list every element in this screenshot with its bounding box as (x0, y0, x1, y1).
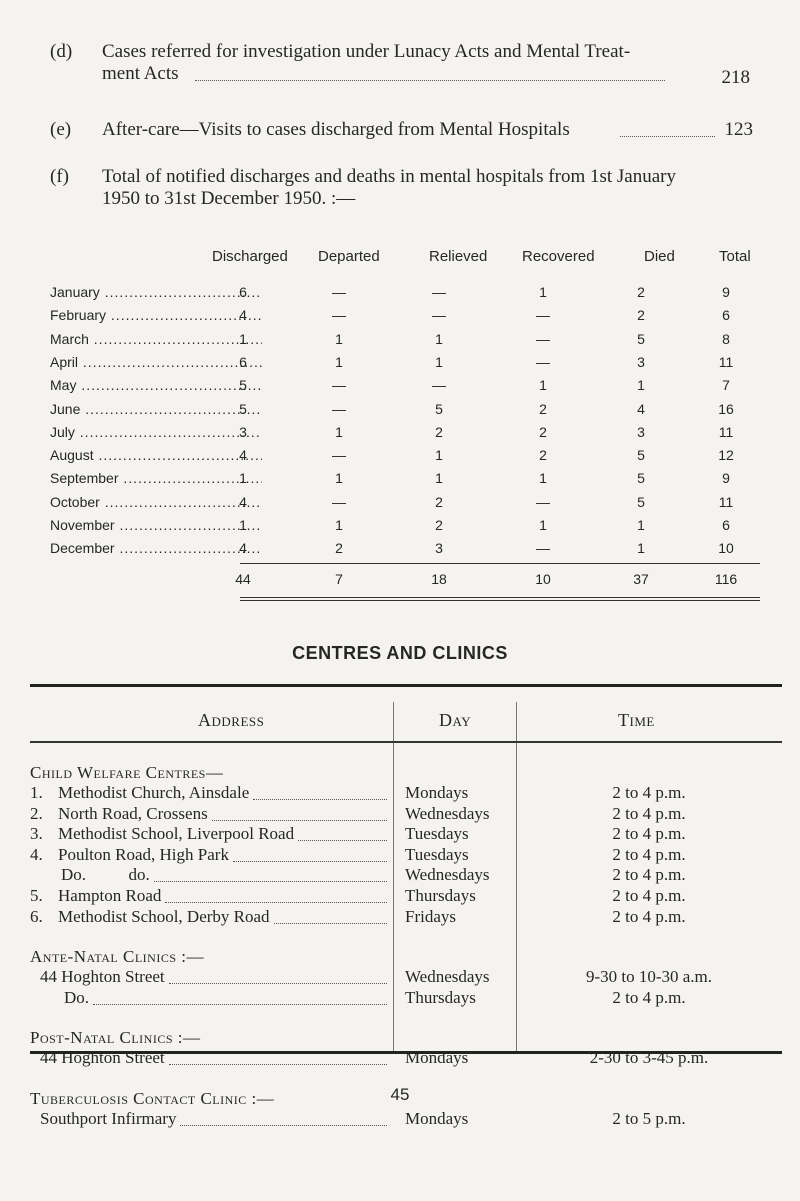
clinic-time: 2-30 to 3-45 p.m. (589, 1048, 709, 1068)
clinic-day: Tuesdays (405, 824, 469, 844)
clinics-top-rule (30, 684, 782, 687)
total-cell-recovered: 10 (535, 571, 551, 587)
discharge-cell-recovered: 2 (539, 447, 547, 464)
clinic-time: 2 to 4 p.m. (612, 803, 686, 823)
clinics-bottom-rule (30, 1051, 782, 1054)
discharge-cell-discharged: 5 (239, 400, 247, 417)
clinic-address: 44 Hoghton Street (40, 967, 165, 987)
item-d-value: 218 (721, 67, 750, 88)
centres-title: CENTRES AND CLINICS (292, 643, 508, 663)
discharge-cell-recovered: 1 (539, 517, 547, 533)
discharge-cell-relieved: 1 (435, 330, 443, 347)
clinic-number: 5. (30, 886, 43, 905)
discharge-cell-died: 5 (637, 330, 645, 347)
clinic-address: Methodist Church, Ainsdale (58, 783, 250, 802)
header-relieved: Relieved (429, 248, 488, 265)
discharge-cell-discharged: 4 (239, 447, 247, 464)
month-label: October ..... (50, 494, 262, 510)
discharge-cell-departed: 1 (335, 517, 343, 533)
discharge-cell-departed: 1 (335, 423, 343, 440)
clinic-row (30, 824, 782, 844)
clinic-time: 9-30 to 10-30 a.m. (585, 967, 713, 987)
clinic-time: 2 to 4 p.m. (612, 783, 686, 802)
clinic-address: Methodist School, Derby Road (58, 906, 270, 926)
discharge-cell-relieved: — (432, 284, 446, 300)
leader-dots (233, 861, 387, 862)
item-d (50, 40, 750, 90)
discharge-cell-departed: — (332, 400, 346, 417)
discharge-cell-total: 16 (718, 400, 734, 417)
discharge-row (50, 424, 770, 444)
clinic-time: 2 to 4 p.m. (612, 824, 686, 844)
discharge-cell-relieved: 1 (435, 470, 443, 487)
clinic-row (30, 907, 782, 927)
total-cell-departed: 7 (335, 571, 343, 587)
clinics-table (30, 684, 782, 1128)
discharge-cell-total: 9 (722, 470, 730, 487)
discharge-cell-relieved: 1 (435, 353, 443, 370)
discharge-row (50, 447, 770, 467)
item-e (50, 118, 753, 144)
page-number: 45 (390, 1085, 410, 1104)
discharge-cell-total: 11 (718, 493, 734, 510)
discharge-row (50, 401, 770, 421)
discharge-cell-relieved: 2 (435, 517, 443, 533)
discharge-cell-died: 1 (637, 377, 645, 394)
discharge-cell-relieved: 2 (435, 493, 443, 510)
month-label: September ..... (50, 470, 262, 486)
leader-dots (169, 1064, 387, 1065)
discharge-cell-discharged: 5 (239, 377, 247, 394)
clinic-row (30, 845, 782, 865)
clinic-day: Fridays (405, 906, 456, 926)
discharge-cell-total: 12 (718, 447, 734, 464)
discharge-row (50, 470, 770, 490)
discharge-cell-recovered: — (536, 330, 550, 347)
clinic-number: 6. (30, 906, 43, 926)
discharge-cell-relieved: 5 (435, 400, 443, 417)
clinic-address: Do. do. (61, 865, 150, 885)
discharge-cell-discharged: 4 (239, 307, 247, 324)
month-label: May ..... (50, 377, 262, 393)
item-e-text: After-care—Visits to cases discharged from Mental Hospitals (102, 119, 570, 140)
discharge-cell-discharged: 4 (239, 540, 247, 557)
clinic-time: 2 to 4 p.m. (612, 886, 686, 905)
clinic-number: 1. (30, 783, 43, 802)
leader-dots (93, 1004, 387, 1005)
clinic-address: Poulton Road, High Park (58, 844, 229, 864)
discharge-cell-discharged: 6 (239, 353, 247, 370)
clinic-row (30, 988, 782, 1008)
total-cell-died: 37 (633, 571, 649, 587)
discharge-cell-departed: 1 (335, 353, 343, 370)
clinic-row (30, 865, 782, 885)
discharge-cell-total: 7 (722, 377, 730, 394)
month-label: February ..... (50, 307, 262, 323)
month-label: January ..... (50, 284, 262, 300)
discharge-cell-departed: — (332, 377, 346, 394)
discharge-cell-died: 5 (637, 447, 645, 464)
month-label: April ..... (50, 354, 262, 370)
discharge-row (50, 540, 770, 560)
discharge-cell-recovered: — (536, 353, 550, 370)
clinic-time: 2 to 4 p.m. (612, 865, 686, 885)
leader-dots (165, 902, 387, 903)
clinic-row (30, 804, 782, 824)
header-total: Total (719, 248, 751, 265)
leader-dots (274, 923, 387, 924)
header-departed: Departed (318, 248, 380, 265)
discharge-cell-recovered: — (536, 307, 550, 324)
section-heading: Post-Natal Clinics :— (30, 1028, 201, 1048)
clinic-day: Wednesdays (405, 803, 490, 823)
discharge-cell-discharged: 1 (239, 330, 247, 347)
discharge-cell-relieved: — (432, 307, 446, 324)
item-f-text: Total of notified discharges and deaths in mental hospitals from 1st January (102, 166, 676, 187)
totals-rule (240, 563, 760, 564)
total-cell-discharged: 44 (235, 571, 251, 587)
discharge-cell-relieved: 2 (435, 423, 443, 440)
clinic-day: Wednesdays (405, 967, 490, 987)
discharge-cell-relieved: 3 (435, 540, 443, 557)
leader-dots (169, 983, 387, 984)
discharge-cell-total: 11 (718, 423, 734, 440)
month-label: August ..... (50, 447, 262, 463)
item-d-text: Cases referred for investigation under Lunacy Acts and Mental Treat- (102, 41, 631, 62)
discharge-cell-departed: 1 (335, 330, 343, 347)
discharge-cell-total: 10 (718, 540, 734, 557)
discharge-cell-recovered: — (536, 493, 550, 510)
clinic-time: 2 to 5 p.m. (612, 1109, 686, 1128)
clinic-day: Thursdays (405, 886, 476, 905)
leader-dots (298, 840, 387, 841)
discharge-cell-total: 6 (722, 307, 730, 324)
month-label: December ..... (50, 540, 262, 556)
discharge-cell-recovered: — (536, 540, 550, 557)
item-d-label: (d) (50, 41, 73, 62)
discharge-cell-died: 5 (637, 470, 645, 487)
discharge-cell-discharged: 1 (239, 517, 247, 533)
item-f-label: (f) (50, 166, 69, 187)
clinic-number: 2. (30, 803, 43, 823)
discharge-cell-departed: — (332, 284, 346, 300)
clinic-row (30, 886, 782, 906)
month-label: June ..... (50, 401, 262, 417)
item-f (50, 165, 770, 215)
clinics-header-rule (30, 741, 782, 743)
discharge-cell-relieved: — (432, 377, 446, 394)
clinic-row (30, 967, 782, 987)
discharge-cell-total: 6 (722, 517, 730, 533)
section-heading: Tuberculosis Contact Clinic :— (30, 1089, 275, 1108)
clinic-time: 2 to 4 p.m. (612, 906, 686, 926)
discharge-cell-died: 1 (637, 517, 645, 533)
discharge-cell-recovered: 1 (539, 377, 547, 394)
discharge-cell-departed: — (332, 307, 346, 324)
item-e-label: (e) (50, 119, 72, 140)
clinic-day: Tuesdays (405, 844, 469, 864)
clinic-day: Mondays (405, 1109, 469, 1128)
discharge-cell-discharged: 3 (239, 423, 247, 440)
clinic-address: North Road, Crossens (58, 803, 208, 823)
discharge-cell-departed: 1 (335, 470, 343, 487)
discharges-table (50, 248, 770, 608)
clinic-address: Hampton Road (58, 886, 162, 905)
discharge-cell-discharged: 4 (239, 493, 247, 510)
discharge-cell-died: 3 (637, 423, 645, 440)
totals-double-rule (240, 597, 760, 601)
discharge-cell-discharged: 1 (239, 470, 247, 487)
discharge-row (50, 377, 770, 397)
discharge-row (50, 331, 770, 351)
discharge-cell-died: 2 (637, 307, 645, 324)
discharge-cell-died: 4 (637, 400, 645, 417)
discharge-cell-total: 9 (722, 284, 730, 300)
discharge-cell-recovered: 2 (539, 400, 547, 417)
section-heading: Ante-Natal Clinics :— (30, 947, 204, 967)
month-label: July ..... (50, 424, 262, 440)
discharge-cell-departed: — (332, 493, 346, 510)
discharges-header (50, 248, 770, 268)
discharge-row (50, 494, 770, 514)
leader-dots (154, 881, 387, 882)
discharge-cell-total: 8 (722, 330, 730, 347)
discharge-cell-departed: — (332, 447, 346, 464)
discharge-cell-departed: 2 (335, 540, 343, 557)
discharge-cell-died: 3 (637, 353, 645, 370)
month-label: November ..... (50, 517, 262, 533)
discharge-row (50, 307, 770, 327)
clinic-row (30, 783, 782, 803)
discharge-cell-recovered: 1 (539, 470, 547, 487)
clinic-number: 4. (30, 844, 43, 864)
discharge-cell-recovered: 2 (539, 423, 547, 440)
clinic-time: 2 to 4 p.m. (612, 987, 686, 1007)
header-discharged: Discharged (212, 248, 288, 265)
clinic-address: Do. (64, 987, 90, 1007)
discharge-cell-died: 2 (637, 284, 645, 300)
header-time: Time (618, 710, 655, 730)
leader-dots (212, 820, 387, 821)
clinic-row (30, 1109, 782, 1129)
section-heading: Child Welfare Centres— (30, 763, 224, 782)
discharge-row (50, 284, 770, 304)
discharge-cell-discharged: 6 (239, 284, 247, 300)
leader-dots (180, 1125, 387, 1126)
header-died: Died (644, 248, 675, 265)
discharge-cell-recovered: 1 (539, 284, 547, 300)
item-e-value: 123 (724, 119, 753, 140)
clinic-day: Wednesdays (405, 865, 490, 885)
item-f-text-2: 1950 to 31st December 1950. :— (102, 188, 356, 209)
clinic-number: 3. (30, 824, 43, 844)
total-cell-relieved: 18 (431, 571, 447, 587)
discharge-row (50, 517, 770, 537)
discharge-cell-total: 11 (718, 353, 734, 370)
clinic-address: Methodist School, Liverpool Road (58, 824, 295, 844)
clinic-day: Mondays (405, 783, 469, 802)
clinic-day: Thursdays (405, 987, 476, 1007)
clinic-address: 44 Hoghton Street (40, 1048, 165, 1068)
leader-dots (253, 799, 387, 800)
header-recovered: Recovered (522, 248, 595, 265)
discharge-row (50, 354, 770, 374)
discharge-cell-died: 5 (637, 493, 645, 510)
header-address: Address (198, 710, 265, 730)
discharge-cell-relieved: 1 (435, 447, 443, 464)
item-d-text-2: ment Acts (102, 63, 179, 84)
clinic-time: 2 to 4 p.m. (612, 844, 686, 864)
clinic-address: Southport Infirmary (40, 1109, 177, 1128)
total-cell-total: 116 (714, 571, 738, 587)
clinic-day: Mondays (405, 1048, 469, 1068)
discharge-cell-died: 1 (637, 540, 645, 557)
month-label: March ..... (50, 331, 262, 347)
header-day: Day (439, 710, 472, 730)
